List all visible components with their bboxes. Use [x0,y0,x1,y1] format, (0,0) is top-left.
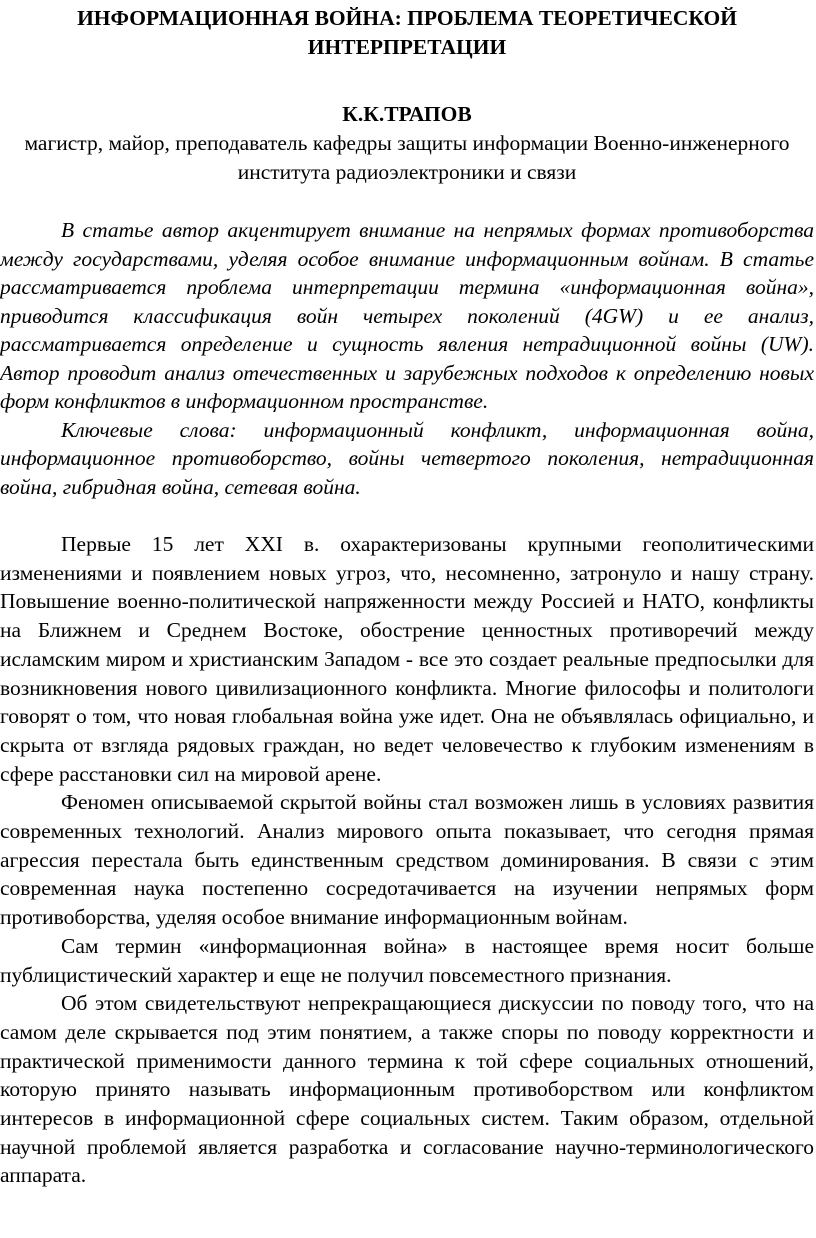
article-abstract: В статье автор акцентирует внимание на непрямых формах противоборства между государствами, уделяя особое внимание информационным войнам. В статье рассматривается проблема интерпретации термина «информационная война», приводится классификация войн четырех поколений (4GW) и ее анализ, рассматривается определение и сущность явления нетрадиционной войны (UW). Автор проводит анализ отечественных и зарубежных подходов к определению новых форм конфликтов в информационном пространстве. [0,218,814,413]
article-author: К.К.ТРАПОВ [342,102,472,126]
body-paragraph: Об этом свидетельствуют непрекращающиеся дискуссии по поводу того, что на самом деле скрывается под этим понятием, а также споры по поводу корректности и практической применимости данного термина к той сфере социальных отношений, которую принято называть информационным противоборством или конфликтом интересов в информационной сфере социальных систем. Таким образом, отдельной научной проблемой является разработка и согласование научно-терминологического аппарата. [0,991,814,1188]
body-paragraph: Сам термин «информационная война» в настоящее время носит больше публицистический характер и еще не получил повсеместного признания. [0,933,814,987]
article-title: ИНФОРМАЦИОННАЯ ВОЙНА: ПРОБЛЕМА ТЕОРЕТИЧЕСКОЙ ИНТЕРПРЕТАЦИИ [77,6,737,59]
body-paragraph: Феномен описываемой скрытой войны стал возможен лишь в условиях развития современных технологий. Анализ мирового опыта показывает, что сегодня прямая агрессия перестала быть единственным средством доминирования. В связи с этим современная наука постепенно сосредотачивается на изучении непрямых форм противоборства, уделяя особое внимание информационным войнам. [0,790,814,930]
article-keywords: Ключевые слова: информационный конфликт, информационная война, информационное противоборство, войны четвертого поколения, нетрадиционная война, гибридная война, сетевая война. [0,417,814,499]
body-paragraph: Первые 15 лет XXI в. охарактеризованы крупными геополитическими изменениями и появлением новых угроз, что, несомненно, затронуло и нашу страну. Повышение военно-политической напряженности между Россией и НАТО, конфликты на Ближнем и Среднем Востоке, обострение ценностных противоречий между исламским миром и христианским Западом - все это создает реальные предпосылки для возникновения нового цивилизационного конфликта. Многие философы и политологи говорят о том, что новая глобальная война уже идет. Она не объявлялась официально, и скрыта от взгляда рядовых граждан, но ведет человечество к глубоким изменениям в сфере расстановки сил на мировой арене. [0,532,814,786]
author-affiliation: магистр, майор, преподаватель кафедры защиты информации Военно-инженерного института радиоэлектроники и связи [24,131,790,184]
